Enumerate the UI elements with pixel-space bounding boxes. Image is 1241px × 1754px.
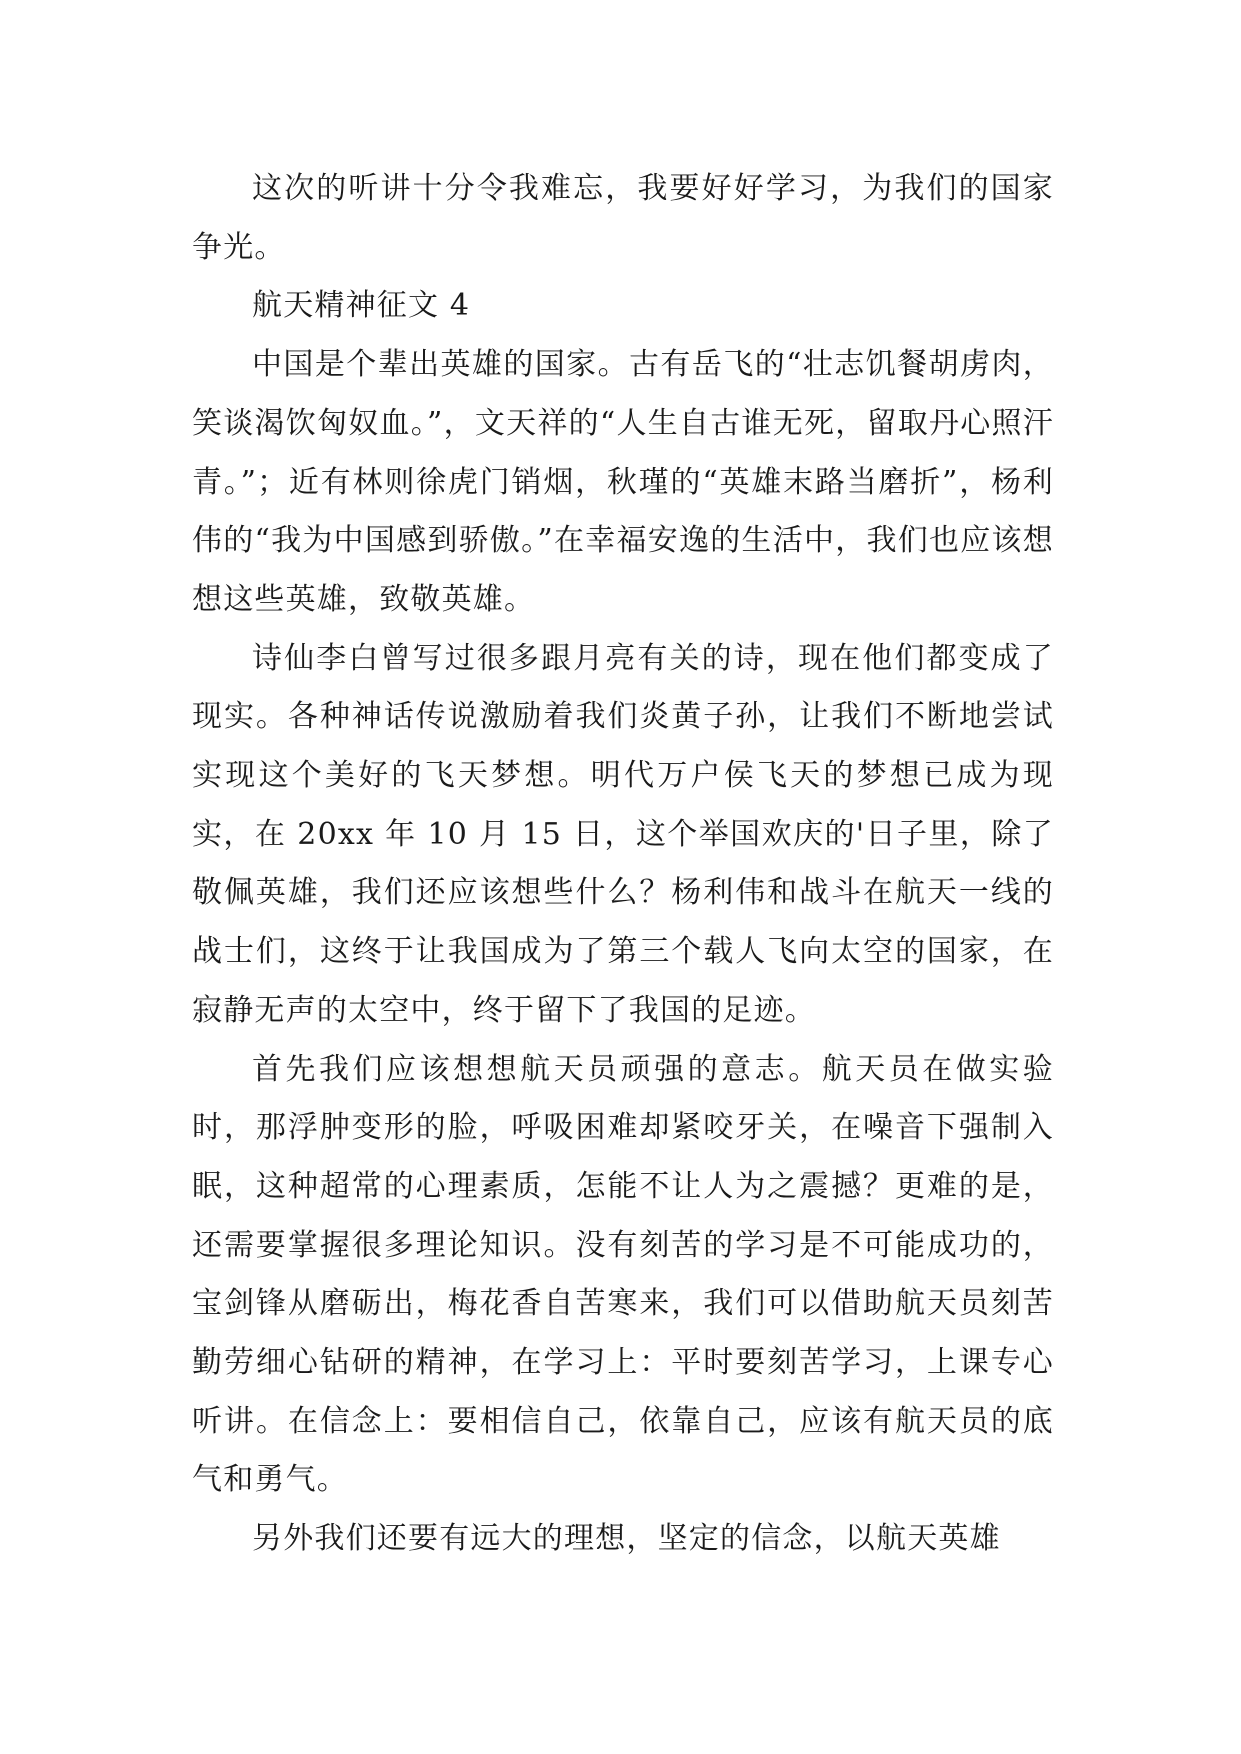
- paragraph-closing: 这次的听讲十分令我难忘，我要好好学习，为我们的国家争光。: [192, 171, 1054, 265]
- essay-heading: 航天精神征文 4: [252, 288, 471, 324]
- document-body: [192, 160, 1054, 1569]
- paragraph-dream: 诗仙李白曾写过很多跟月亮有关的诗，现在他们都变成了现实。各种神话传说激励着我们炎黄子孙，让我们不断地尝试实现这个美好的飞天梦想。明代万户侯飞天的梦想已成为现实，在 20xx 年 10 月 15 日，这个举国欢庆的'日子里，除了敬佩英雄，我们还应该想些什么？杨利伟和战斗在航天一线的战士们，这终于让我国成为了第三个载人飞向太空的国家，在寂静无声的太空中，终于留下了我国的足迹。: [192, 640, 1054, 1028]
- paragraph-heroes: 中国是个辈出英雄的国家。古有岳飞的“壮志饥餐胡虏肉，笑谈渴饮匈奴血。”，文天祥的“人生自古谁无死，留取丹心照汗青。”；近有林则徐虎门销烟，秋瑾的“英雄末路当磨折”，杨利伟的“我为中国感到骄傲。”在幸福安逸的生活中，我们也应该想想这些英雄，致敬英雄。: [192, 347, 1054, 617]
- paragraph-willpower: 首先我们应该想想航天员顽强的意志。航天员在做实验时，那浮肿变形的脸，呼吸困难却紧咬牙关，在噪音下强制入眠，这种超常的心理素质，怎能不让人为之震撼？更难的是，还需要掌握很多理论知识。没有刻苦的学习是不可能成功的，宝剑锋从磨砺出，梅花香自苦寒来，我们可以借助航天员刻苦勤劳细心钻研的精神，在学习上：平时要刻苦学习，上课专心听讲。在信念上：要相信自己，依靠自己，应该有航天员的底气和勇气。: [192, 1051, 1054, 1498]
- paragraph-ideals: 另外我们还要有远大的理想，坚定的信念，以航天英雄: [252, 1521, 1001, 1557]
